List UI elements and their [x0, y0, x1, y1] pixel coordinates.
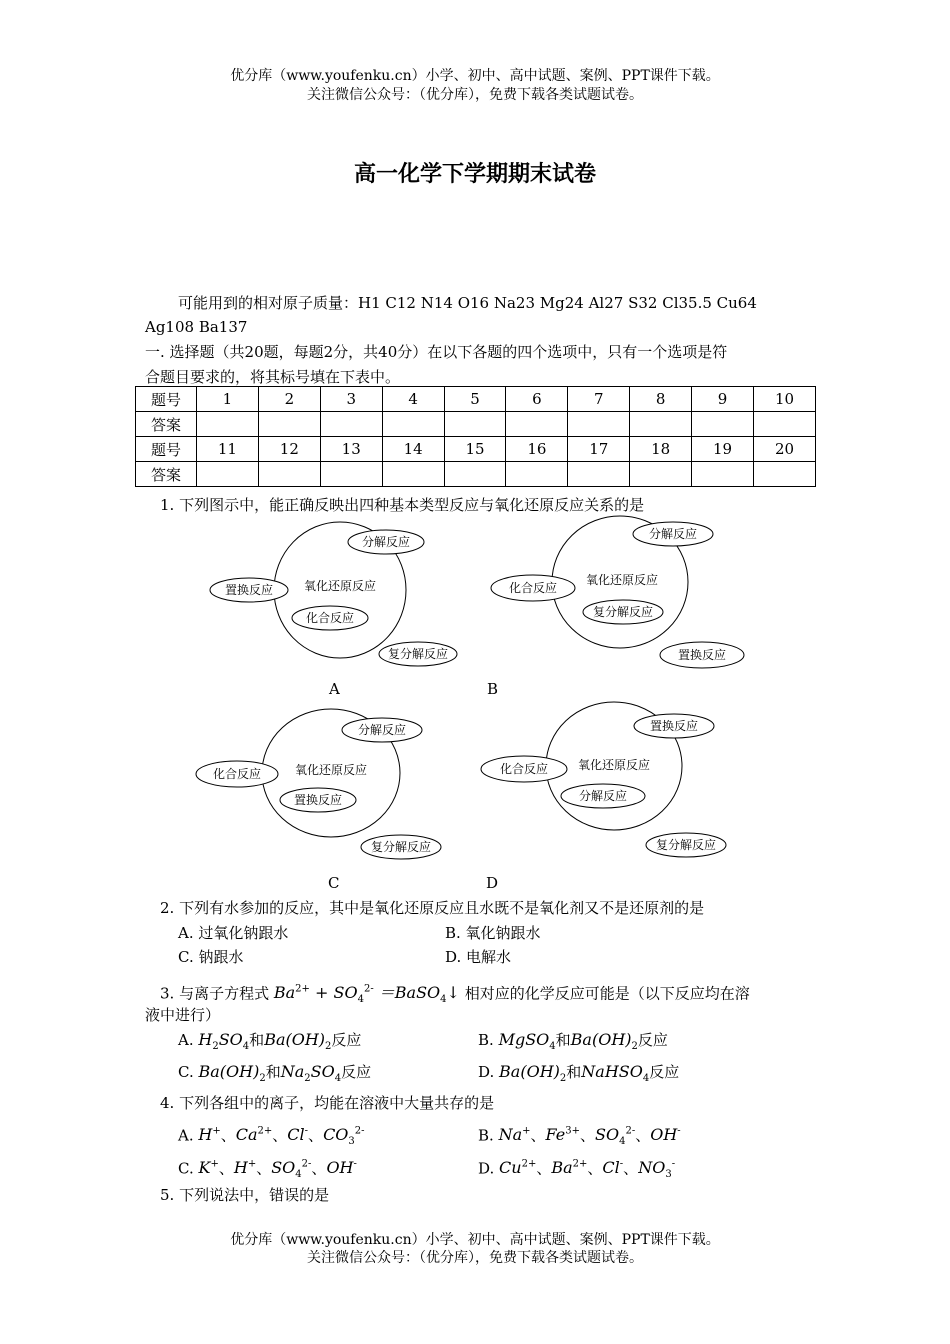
formula: $Ba(OH)_2$: [264, 1030, 332, 1053]
option-label: C.: [178, 1159, 194, 1178]
table-row: [136, 412, 816, 437]
redox-label: 氧化还原反应: [585, 573, 659, 587]
ellipse-3-label: 复分解反应: [592, 605, 654, 619]
separator: 、: [308, 1126, 324, 1145]
ellipse-2-label: 化合反应: [212, 767, 262, 781]
table-header-cell: 答案: [136, 412, 197, 437]
ellipse-1-label: 分解反应: [361, 535, 411, 549]
answer-cell[interactable]: [320, 412, 382, 437]
footer-line-1: 优分库（www.youfenku.cn）小学、初中、高中试题、案例、PPT课件下载。: [230, 1232, 720, 1248]
q4-option-a[interactable]: [178, 1122, 365, 1153]
answer-cell[interactable]: [382, 412, 444, 437]
ion: $Fe^{3+}$: [545, 1125, 580, 1145]
option-label: D.: [478, 1159, 495, 1178]
table-cell: 9: [692, 387, 754, 412]
separator: 、: [256, 1159, 272, 1178]
q5-stem: 5. 下列说法中，错误的是: [160, 1186, 330, 1204]
table-cell: 10: [754, 387, 816, 412]
diagram-b: [480, 512, 750, 670]
answer-cell[interactable]: [506, 462, 568, 487]
table-cell: 18: [630, 437, 692, 462]
separator: 、: [272, 1126, 288, 1145]
answer-cell[interactable]: [692, 412, 754, 437]
answer-cell[interactable]: [258, 412, 320, 437]
table-cell: 15: [444, 437, 506, 462]
and-text: 和: [566, 1063, 582, 1081]
answer-cell[interactable]: [692, 462, 754, 487]
separator: 、: [530, 1126, 546, 1145]
table-header-cell: 题号: [136, 387, 197, 412]
q2-option-c[interactable]: C. 钠跟水: [178, 948, 244, 966]
q4-option-d[interactable]: [478, 1155, 675, 1186]
table-cell: 8: [630, 387, 692, 412]
diagram-a: [200, 518, 470, 670]
option-label: B.: [478, 1031, 494, 1049]
answer-cell[interactable]: [320, 462, 382, 487]
q4-option-c[interactable]: [178, 1155, 357, 1186]
separator: 、: [220, 1126, 236, 1145]
react-text: 反应: [637, 1031, 668, 1049]
ellipse-2-label: 置换反应: [224, 583, 274, 597]
q3-option-d[interactable]: [478, 1062, 679, 1089]
ion: $Ba^{2+}$: [551, 1158, 588, 1178]
table-cell: 3: [320, 387, 382, 412]
page-title: 高一化学下学期期末试卷: [353, 161, 596, 187]
ion: Cl-: [602, 1158, 624, 1178]
table-cell: 17: [568, 437, 630, 462]
answer-cell[interactable]: [630, 462, 692, 487]
table-cell: 5: [444, 387, 506, 412]
option-label: C.: [178, 1063, 194, 1081]
table-cell: 6: [506, 387, 568, 412]
ion: OH-: [326, 1158, 357, 1178]
atomic-masses-line-2: Ag108 Ba137: [145, 318, 248, 336]
and-text: 和: [555, 1031, 571, 1049]
q2-option-b[interactable]: B. 氧化钠跟水: [445, 924, 541, 942]
footer-line-2: 关注微信公众号：（优分库），免费下载各类试题试卷。: [307, 1250, 643, 1266]
diagram-d-label: D: [486, 874, 499, 892]
ellipse-4-label: 复分解反应: [387, 647, 449, 661]
react-text: 反应: [341, 1063, 372, 1081]
diagram-c-label: C: [328, 874, 340, 892]
ellipse-1-label: 分解反应: [648, 527, 698, 541]
header-line-1: 优分库（www.youfenku.cn）小学、初中、高中试题、案例、PPT课件下载。: [230, 68, 720, 84]
separator: 、: [218, 1159, 234, 1178]
answer-cell[interactable]: [568, 412, 630, 437]
ellipse-4-label: 置换反应: [677, 648, 727, 662]
option-label: D.: [478, 1063, 495, 1081]
q3-stem: [160, 980, 750, 1011]
ellipse-1-label: 分解反应: [357, 723, 407, 737]
table-row: [136, 437, 816, 462]
q3-option-a[interactable]: [178, 1030, 361, 1057]
ellipse-2-label: 化合反应: [508, 581, 558, 595]
ion: $CO_3^{2-}$: [323, 1125, 365, 1148]
table-header-cell: 题号: [136, 437, 197, 462]
answer-cell[interactable]: [630, 412, 692, 437]
ellipse-4-label: 复分解反应: [370, 840, 432, 854]
diagram-c: [190, 705, 460, 865]
react-text: 反应: [649, 1063, 680, 1081]
ellipse-2-label: 化合反应: [499, 762, 549, 776]
option-label: A.: [178, 1126, 194, 1145]
q3-option-b[interactable]: [478, 1030, 668, 1057]
table-cell: 14: [382, 437, 444, 462]
table-cell: 4: [382, 387, 444, 412]
ion: K+: [198, 1158, 219, 1178]
separator: 、: [311, 1159, 327, 1178]
table-row: [136, 387, 816, 412]
separator: 、: [635, 1126, 651, 1145]
q2-stem: 2. 下列有水参加的反应，其中是氧化还原反应且水既不是氧化剂又不是还原剂的是: [160, 899, 705, 917]
separator: 、: [587, 1159, 603, 1178]
q3-stem-prefix: 3. 与离子方程式: [160, 984, 270, 1003]
q2-option-d[interactable]: D. 电解水: [445, 948, 512, 966]
separator: 、: [623, 1159, 639, 1178]
answer-cell[interactable]: [197, 412, 259, 437]
separator: 、: [536, 1159, 552, 1178]
ellipse-3-label: 分解反应: [578, 789, 628, 803]
option-label: B.: [478, 1126, 494, 1145]
ion: H+: [198, 1125, 221, 1145]
atomic-masses-line-1: 可能用到的相对原子质量：H1 C12 N14 O16 Na23 Mg24 Al27 S32 Cl35.5 Cu64: [178, 294, 757, 312]
formula: NaHSO$_4$: [581, 1062, 650, 1085]
table-row: [136, 462, 816, 487]
formula: MgSO$_4$: [498, 1030, 556, 1053]
and-text: 和: [265, 1063, 281, 1081]
ellipse-3-label: 化合反应: [305, 611, 355, 625]
ion: OH-: [650, 1125, 681, 1145]
table-cell: 13: [320, 437, 382, 462]
formula: $Ba(OH)_2$: [499, 1062, 567, 1085]
section1-instructions-1: 一. 选择题（共20题，每题2分，共40分）在以下各题的四个选项中，只有一个选项是符: [145, 343, 728, 361]
redox-label: 氧化还原反应: [577, 758, 651, 772]
answer-cell[interactable]: [568, 462, 630, 487]
ion: $NO_3^-$: [638, 1158, 676, 1181]
table-cell: 2: [258, 387, 320, 412]
ion: $Cu^{2+}$: [499, 1158, 537, 1178]
react-text: 反应: [331, 1031, 362, 1049]
ellipse-1-label: 置换反应: [649, 719, 699, 733]
header-line-2: 关注微信公众号：（优分库），免费下载各类试题试卷。: [307, 87, 643, 103]
formula: $Ba(OH)_2$: [198, 1062, 266, 1085]
table-header-cell: 答案: [136, 462, 197, 487]
q1-stem: 1. 下列图示中，能正确反映出四种基本类型反应与氧化还原反应关系的是: [160, 496, 645, 514]
q2-option-a[interactable]: A. 过氧化钠跟水: [178, 924, 289, 942]
option-label: A.: [178, 1031, 194, 1049]
ellipse-4-label: 复分解反应: [655, 838, 717, 852]
ion: $SO_4^{2-}$: [595, 1125, 636, 1148]
diagram-a-label: A: [329, 680, 340, 698]
ion: $SO_4^{2-}$: [271, 1158, 312, 1181]
q4-stem: 4. 下列各组中的离子，均能在溶液中大量共存的是: [160, 1094, 495, 1112]
diagram-d: [472, 700, 742, 865]
ion: Cl-: [287, 1125, 309, 1145]
q4-option-b[interactable]: [478, 1122, 681, 1153]
table-cell: 1: [197, 387, 259, 412]
ion: H+: [233, 1158, 257, 1178]
answer-cell[interactable]: [506, 412, 568, 437]
ionic-equation: $Ba^{2+} + SO_4^{2-}$ ＝BaSO$_4$↓: [273, 983, 460, 1006]
redox-label: 氧化还原反应: [294, 763, 368, 777]
answer-cell[interactable]: [444, 462, 506, 487]
answer-cell[interactable]: [258, 462, 320, 487]
table-cell: 16: [506, 437, 568, 462]
q3-stem-suffix: 相对应的化学反应可能是（以下反应均在溶: [464, 984, 750, 1003]
formula: $H_2SO_4$: [198, 1030, 250, 1053]
separator: 、: [579, 1126, 595, 1145]
section1-instructions-2: 合题目要求的，将其标号填在下表中。: [145, 368, 401, 386]
table-cell: 20: [754, 437, 816, 462]
answer-cell[interactable]: [197, 462, 259, 487]
table-cell: 11: [197, 437, 259, 462]
table-cell: 19: [692, 437, 754, 462]
and-text: 和: [249, 1031, 265, 1049]
formula: $Ba(OH)_2$: [570, 1030, 638, 1053]
answer-cell[interactable]: [754, 412, 816, 437]
redox-label: 氧化还原反应: [303, 579, 377, 593]
answer-cell[interactable]: [444, 412, 506, 437]
table-cell: 7: [568, 387, 630, 412]
answer-cell[interactable]: [754, 462, 816, 487]
ellipse-3-label: 置换反应: [293, 793, 343, 807]
formula: $Na_2SO_4$: [280, 1062, 342, 1085]
answer-cell[interactable]: [382, 462, 444, 487]
q3-stem-line-2: 液中进行）: [145, 1006, 221, 1024]
ion: $Ca^{2+}$: [235, 1125, 273, 1145]
q3-option-c[interactable]: [178, 1062, 371, 1089]
ion: Na+: [498, 1125, 531, 1145]
diagram-b-label: B: [487, 680, 499, 698]
answer-table: [135, 386, 816, 487]
table-cell: 12: [258, 437, 320, 462]
